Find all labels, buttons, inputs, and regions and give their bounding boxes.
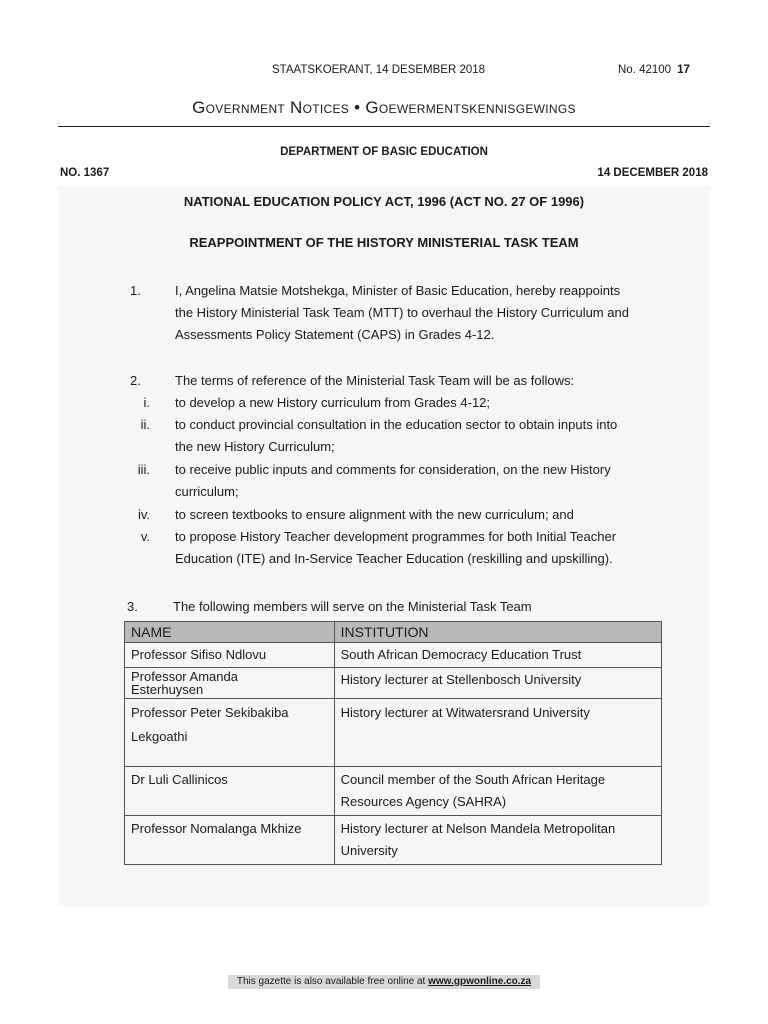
member-name-line: Esterhuysen bbox=[131, 682, 204, 697]
item-number: iv. bbox=[137, 507, 150, 522]
item-number: i. bbox=[143, 395, 150, 410]
member-name bbox=[125, 643, 335, 668]
para3-number: 3. bbox=[127, 599, 138, 614]
notice-heading: REAPPOINTMENT OF THE HISTORY MINISTERIAL TASK TEAM bbox=[189, 235, 579, 250]
member-name-line: Dr Luli Callinicos bbox=[131, 772, 228, 787]
gazette-number bbox=[618, 64, 690, 76]
department: DEPARTMENT OF BASIC EDUCATION bbox=[280, 146, 488, 158]
item-line: to conduct provincial consultation in the education sector to obtain inputs into bbox=[175, 417, 618, 432]
item-line: Education (ITE) and In-Service Teacher Education (reskilling and upskilling). bbox=[175, 551, 613, 566]
member-name-line: Professor Nomalanga Mkhize bbox=[131, 821, 302, 836]
item-text bbox=[175, 414, 617, 458]
item-line: curriculum; bbox=[175, 484, 239, 499]
column-header-name: NAME bbox=[125, 622, 335, 643]
table-row bbox=[125, 767, 662, 816]
members-table bbox=[124, 621, 662, 865]
gazette-title: STAATSKOERANT, 14 DESEMBER 2018 bbox=[272, 64, 486, 76]
member-name bbox=[125, 767, 335, 816]
member-name-line: Professor Amanda bbox=[131, 669, 238, 684]
table-header-row bbox=[125, 622, 662, 643]
member-institution bbox=[334, 643, 661, 668]
gazette-number-text: No. 42100 bbox=[618, 64, 672, 76]
act-title: NATIONAL EDUCATION POLICY ACT, 1996 (ACT NO. 27 OF 1996) bbox=[183, 194, 585, 209]
header-rule bbox=[58, 126, 710, 127]
section-title: Government Notices • Goewermentskennisgewings bbox=[192, 98, 576, 117]
item-text bbox=[175, 504, 574, 526]
item-text bbox=[175, 392, 490, 414]
item-line: to screen textbooks to ensure alignment with the new curriculum; and bbox=[175, 507, 574, 522]
member-institution-line: South African Democracy Education Trust bbox=[340, 647, 582, 662]
member-name-line: Lekgoathi bbox=[131, 729, 188, 744]
table-row bbox=[125, 643, 662, 668]
member-institution bbox=[334, 699, 661, 767]
table-row bbox=[125, 816, 662, 865]
member-institution-line: University bbox=[340, 843, 398, 858]
notice-number: NO. 1367 bbox=[60, 167, 110, 179]
member-name bbox=[125, 816, 335, 865]
member-institution-line: Council member of the South African Heritage bbox=[340, 772, 606, 787]
member-name-line: Professor Sifiso Ndlovu bbox=[131, 647, 267, 662]
table-row bbox=[125, 668, 662, 699]
table-row bbox=[125, 699, 662, 767]
para2-number: 2. bbox=[130, 373, 141, 388]
footer-notice bbox=[228, 975, 540, 989]
page-number: 17 bbox=[677, 64, 690, 76]
member-institution-line: History lecturer at Nelson Mandela Metropolitan bbox=[340, 821, 616, 836]
column-header-institution: INSTITUTION bbox=[334, 622, 661, 643]
item-line: to receive public inputs and comments for consideration, on the new History bbox=[175, 462, 611, 477]
member-name bbox=[125, 668, 335, 699]
member-institution-line: History lecturer at Stellenbosch University bbox=[340, 672, 582, 687]
item-text bbox=[175, 526, 616, 570]
member-institution bbox=[334, 668, 661, 699]
item-number: ii. bbox=[140, 417, 150, 432]
item-line: to propose History Teacher development programmes for both Initial Teacher bbox=[175, 529, 617, 544]
para3-intro: The following members will serve on the Ministerial Task Team bbox=[173, 599, 532, 614]
para1-line: Assessments Policy Statement (CAPS) in Grades 4-12. bbox=[175, 327, 495, 342]
notice-date: 14 DECEMBER 2018 bbox=[597, 167, 708, 179]
member-institution bbox=[334, 767, 661, 816]
member-institution-line: History lecturer at Witwatersrand University bbox=[340, 705, 590, 720]
item-line: the new History Curriculum; bbox=[175, 439, 335, 454]
para1-line: I, Angelina Matsie Motshekga, Minister of Basic Education, hereby reappoints bbox=[175, 283, 621, 298]
item-text bbox=[175, 459, 611, 503]
footer-text: This gazette is also available free online at bbox=[236, 976, 426, 987]
para2-intro: The terms of reference of the Ministerial Task Team will be as follows: bbox=[175, 373, 575, 388]
para1-text bbox=[175, 280, 629, 346]
member-name-line: Professor Peter Sekibakiba bbox=[131, 705, 289, 720]
item-number: iii. bbox=[137, 462, 150, 477]
footer-link[interactable]: www.gpwonline.co.za bbox=[428, 976, 532, 987]
member-name bbox=[125, 699, 335, 767]
item-number: v. bbox=[140, 529, 150, 544]
para1-line: the History Ministerial Task Team (MTT) to overhaul the History Curriculum and bbox=[175, 305, 629, 320]
para1-number: 1. bbox=[130, 283, 141, 298]
member-institution-line: Resources Agency (SAHRA) bbox=[340, 794, 507, 809]
member-institution bbox=[334, 816, 661, 865]
item-line: to develop a new History curriculum from Grades 4-12; bbox=[175, 395, 491, 410]
